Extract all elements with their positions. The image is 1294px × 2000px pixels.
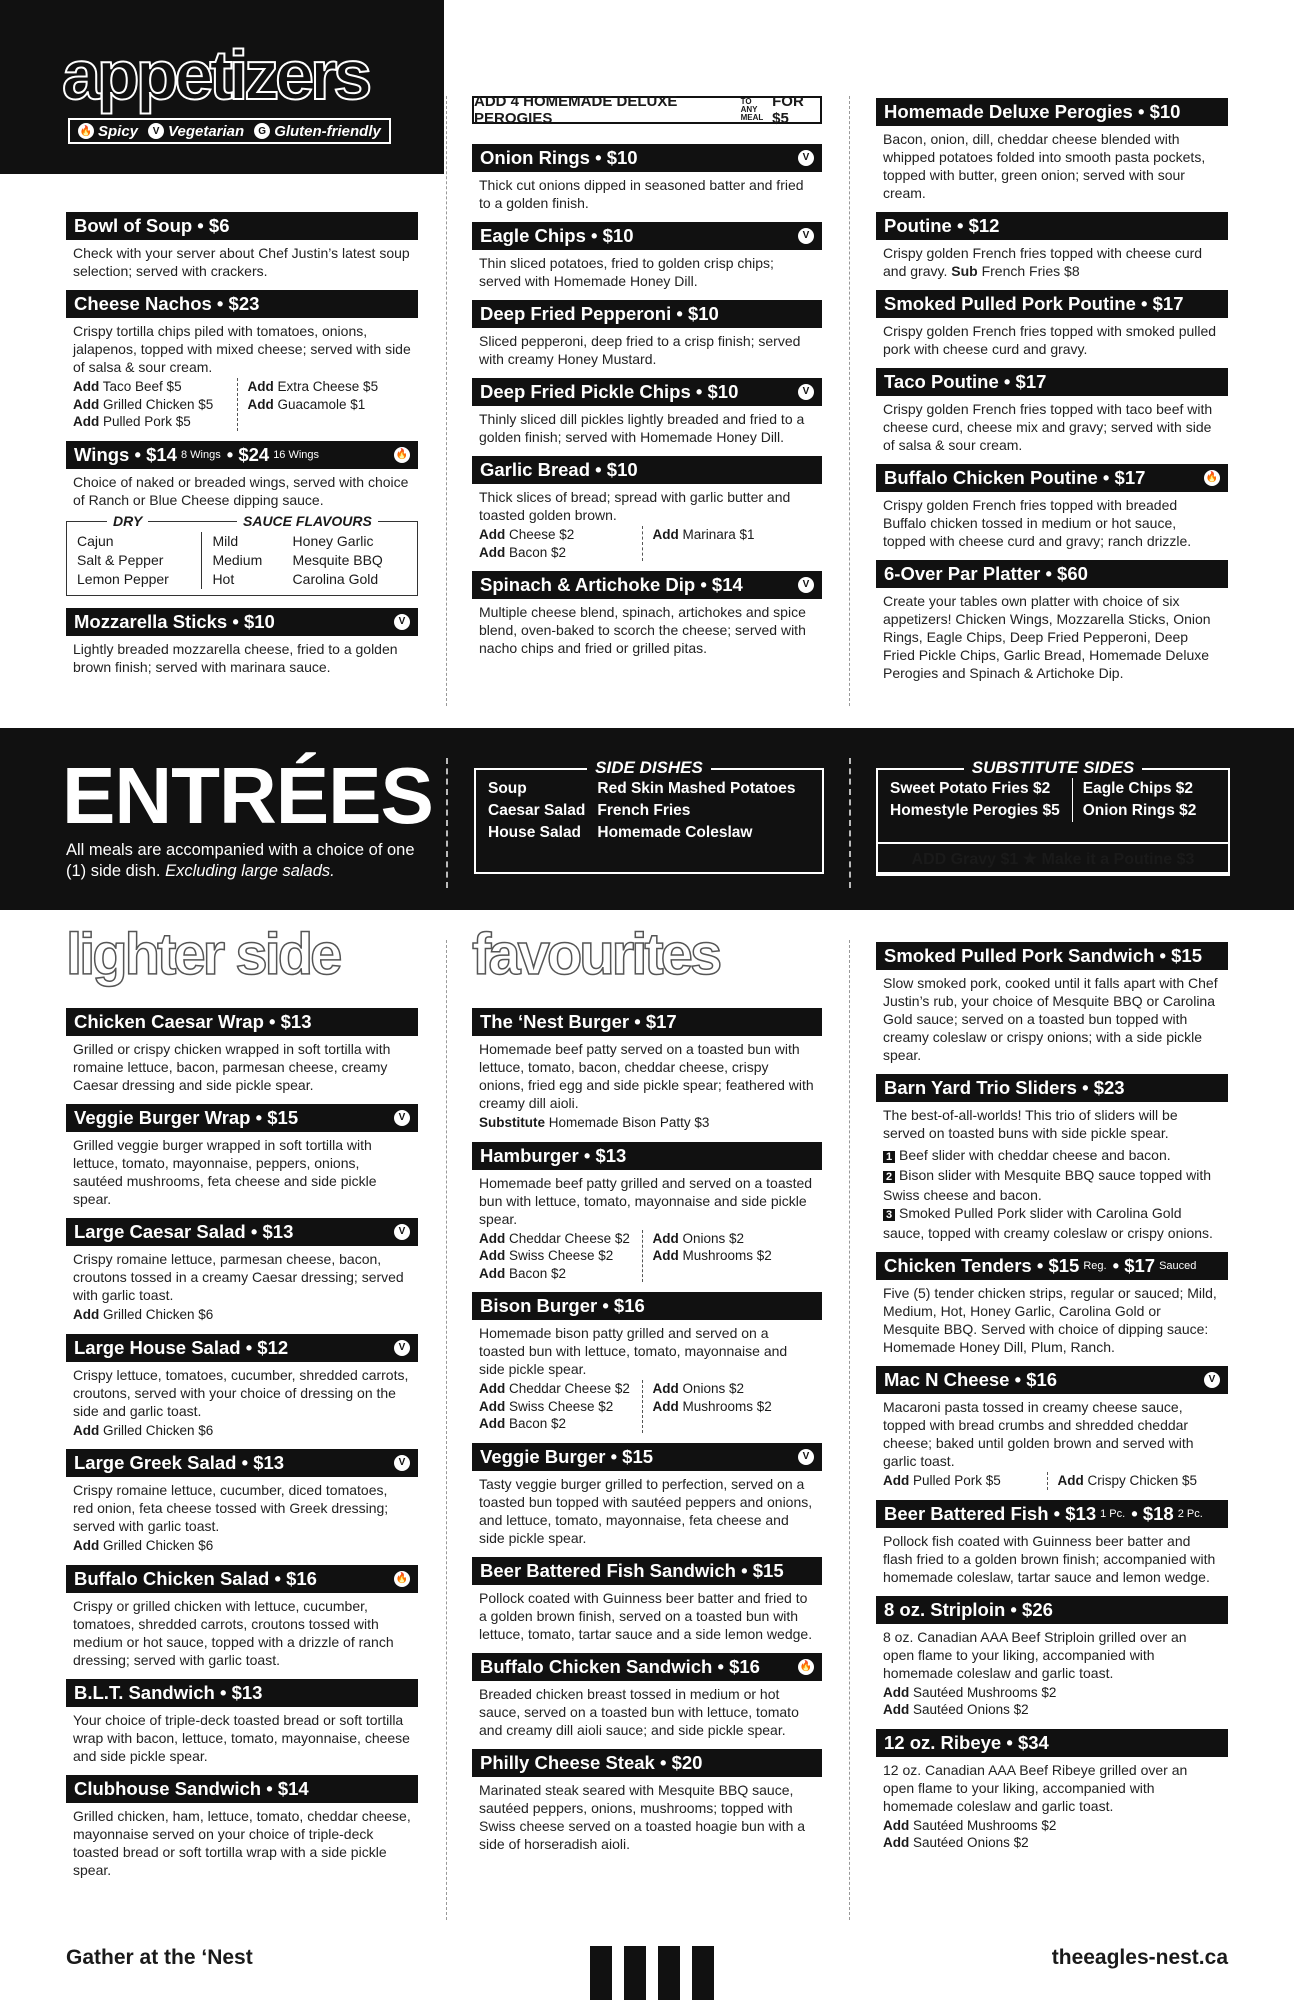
menu-item-house-salad: Large House Salad • $12 V Crispy lettuce, tomatoes, cucumber, shredded carrots, croutons, served with your choice of dressing on the side and garlic toast. Add Grilled Chicken $6 (66, 1334, 418, 1440)
item-description: Grilled chicken, ham, lettuce, tomato, cheddar cheese, mayonnaise served on your choice of triple-deck toasted bread or soft tortilla wrap with a side pickle spear. (73, 1807, 411, 1878)
menu-item-bison-burger (472, 1292, 822, 1433)
item-title: Homemade Deluxe Perogies • $10 (876, 98, 1228, 126)
item-title: Bison Burger • $16 (472, 1292, 822, 1320)
item-description: Thick slices of bread; spread with garlic butter and toasted golden brown. (479, 489, 791, 523)
item-title: Deep Fried Pickle Chips • $10 V (472, 378, 822, 406)
item-description: Sliced pepperoni, deep fried to a crisp finish; served with creamy Honey Mustard. (479, 333, 801, 367)
add-ons: Add Cheddar Cheese $2 Add Swiss Cheese $2 Add Bacon $2 Add Onions $2 Add Mushrooms $2 (472, 1378, 822, 1433)
menu-item-poutine (876, 212, 1228, 280)
menu-item-mac-n-cheese (876, 1366, 1228, 1490)
item-description: Thinly sliced dill pickles lightly breaded and fried to a golden finish; served with Homemade Honey Dill. (479, 411, 805, 445)
item-description: Crispy romaine lettuce, cucumber, diced tomatoes, red onion, feta cheese tossed with Greek dressing; served with garlic toast. (73, 1482, 389, 1534)
item-description: Crispy golden French fries topped with cheese curd and gravy. Sub French Fries $8 (883, 245, 1203, 279)
item-title: Buffalo Chicken Poutine • $17 🔥 (876, 464, 1228, 492)
sauce-heading: SAUCE FLAVOURS (237, 512, 378, 531)
item-title: Buffalo Chicken Sandwich • $16 🔥 (472, 1653, 822, 1681)
vegetarian-icon: V (394, 1110, 410, 1126)
column-divider (849, 940, 850, 1920)
item-description: Crispy lettuce, tomatoes, cucumber, shredded carrots, croutons, served with your choice of dressing on the side and garlic toast. (73, 1366, 409, 1419)
column-divider (446, 940, 447, 1920)
item-title: Smoked Pulled Pork Poutine • $17 (876, 290, 1228, 318)
item-title: Taco Poutine • $17 (876, 368, 1228, 396)
add-ons: Add Cheese $2 Add Bacon $2 Add Marinara $1 (472, 524, 822, 561)
flame-icon: 🔥 (394, 447, 410, 463)
gluten-friendly-icon: G (254, 123, 270, 139)
item-description: Grilled or crispy chicken wrapped in soft tortilla with romaine lettuce, bacon, parmesan cheese, creamy Caesar dressing and side pickle spear. (73, 1041, 391, 1093)
item-description: Five (5) tender chicken strips, regular or sauced; Mild, Medium, Hot, Honey Garlic, Carolina Gold or Mesquite BBQ. Served with choice of dipping sauce: Homemade Honey Dill, Plum, Ranch. (883, 1285, 1217, 1355)
menu-item-platter (876, 560, 1228, 682)
menu-item-buffalo-salad (66, 1565, 418, 1669)
menu-item-taco-poutine (876, 368, 1228, 454)
item-description: Breaded chicken breast tossed in medium or hot sauce, served on a toasted bun with lettuce, tomato and creamy dill aioli sauce; and side pickle spear. (479, 1685, 799, 1738)
item-title: Chicken Caesar Wrap • $13 (66, 1008, 418, 1036)
menu-item-buffalo-poutine (876, 464, 1228, 550)
item-description: 8 oz. Canadian AAA Beef Striploin grilled over an open flame to your liking, accompanied with homemade coleslaw and garlic toast. (883, 1628, 1187, 1681)
menu-item-caesar-wrap (66, 1008, 418, 1094)
vegetarian-icon: V (798, 384, 814, 400)
menu-item-buffalo-sandwich (472, 1653, 822, 1739)
item-description: Create your tables own platter with choice of six appetizers! Chicken Wings, Mozzarella Sticks, Onion Rings, Eagle Chips, Deep Fried Pepperoni, Deep Fried Pickle Chips, Garlic Bread, Homemade Deluxe Perogies and Spinach & Artichoke Dip. (883, 593, 1211, 681)
item-title: 12 oz. Ribeye • $34 (876, 1729, 1228, 1757)
item-description: Crispy golden French fries topped with breaded Buffalo chicken tossed in medium or hot sauce, topped with cheese curd and gravy; ranch drizzle. (883, 497, 1192, 549)
perogie-add-banner: ADD 4 HOMEMADE DELUXE PEROGIES TO ANY MEAL FOR $5 (472, 96, 822, 124)
item-title: The ‘Nest Burger • $17 (472, 1008, 822, 1036)
menu-item-wings (66, 441, 418, 596)
flame-icon: 🔥 (78, 123, 94, 139)
item-description: Slow smoked pork, cooked until it falls apart with Chef Justin’s rub, your choice of Mesquite BBQ or Carolina Gold sauce; served on a toasted bun topped with creamy coleslaw or crispy onions; with a side pickle spear. (883, 975, 1218, 1063)
item-title: Mozzarella Sticks • $10 V (66, 608, 418, 636)
appetizers-column-1 (66, 212, 418, 686)
entrees-title: ENTRÉES (62, 751, 433, 840)
item-description: Pollock fish coated with Guinness beer batter and flash fried to a golden brown finish; accompanied with homemade coleslaw, tartar sauce and lemon wedge. (883, 1532, 1216, 1585)
item-title: Smoked Pulled Pork Sandwich • $15 (876, 942, 1228, 970)
item-title: Eagle Chips • $10 V (472, 222, 822, 250)
substitute-sides-heading: SUBSTITUTE SIDES (964, 758, 1142, 777)
item-description: Crispy golden French fries topped with taco beef with cheese curd, cheese mix and gravy; served with side of salsa & sour cream. (883, 401, 1213, 453)
wing-flavours: DRY SAUCE FLAVOURS Cajun Salt & Pepper Lemon Pepper Mild Medium Hot Honey Garlic Mesquite BBQ Carolina Gold (66, 521, 418, 596)
menu-item-hamburger (472, 1142, 822, 1283)
entrees-note: All meals are accompanied with a choice of one (1) side dish. Excluding large salads. (66, 841, 415, 880)
appetizers-column-2 (472, 93, 822, 667)
add-ons: Add Cheddar Cheese $2 Add Swiss Cheese $2 Add Bacon $2 Add Onions $2 Add Mushrooms $2 (472, 1228, 822, 1283)
footer-logo-bars (590, 1946, 714, 2000)
flame-icon: 🔥 (798, 1659, 814, 1675)
substitute-sides-box: SUBSTITUTE SIDES Sweet Potato Fries $2 Homestyle Perogies $5 Eagle Chips $2 Onion Rings $2 (876, 768, 1230, 874)
entrees-banner (0, 728, 1294, 910)
item-title: Beer Battered Fish Sandwich • $15 (472, 1557, 822, 1585)
item-title: Bowl of Soup • $6 (66, 212, 418, 240)
legend-vegetarian: V Vegetarian (148, 123, 244, 140)
item-title: Garlic Bread • $10 (472, 456, 822, 484)
vegetarian-icon: V (148, 123, 164, 139)
item-title: Wings • $14 8 Wings • $24 16 Wings 🔥 (66, 441, 418, 469)
item-description: Grilled veggie burger wrapped in soft tortilla with lettuce, tomato, mayonnaise, peppers, onions, sautéed mushrooms, feta cheese and side pickle spear. (73, 1137, 377, 1207)
item-description: Thick cut onions dipped in seasoned batter and fried to a golden finish. (479, 177, 804, 211)
lighter-side-column (66, 1008, 418, 1889)
side-dishes-heading: SIDE DISHES (587, 758, 711, 777)
item-title: Large Caesar Salad • $13 V (66, 1218, 418, 1246)
item-title: 8 oz. Striploin • $26 (876, 1596, 1228, 1624)
menu-item-sliders: Barn Yard Trio Sliders • $23 The best-of-all-worlds! This trio of sliders will be served on toasted buns with side pickle spear. 1 Beef slider with cheddar cheese and bacon. 2 Bison slider with Mesquite BBQ sauce topped with Swiss cheese and bacon. 3 Smoked Pulled Pork slider with Carolina Gold sauce, topped with creamy coleslaw or crispy onions. (876, 1074, 1228, 1242)
menu-item-clubhouse (66, 1775, 418, 1879)
item-title: Buffalo Chicken Salad • $16 🔥 (66, 1565, 418, 1593)
item-description: Marinated steak seared with Mesquite BBQ sauce, sautéed peppers, onions, mushrooms; topped with Swiss cheese served on a toasted hoagie bun with a side of horseradish aioli. (479, 1781, 806, 1852)
item-description: Lightly breaded mozzarella cheese, fried to a golden brown finish; served with marinara sauce. (73, 640, 398, 675)
vegetarian-icon: V (1204, 1372, 1220, 1388)
column-divider (446, 96, 447, 706)
lighter-side-title: lighter side (66, 922, 340, 987)
vegetarian-icon: V (798, 150, 814, 166)
vegetarian-icon: V (394, 1340, 410, 1356)
favourites-title: favourites (472, 922, 720, 987)
menu-item-ribeye: 12 oz. Ribeye • $34 12 oz. Canadian AAA Beef Ribeye grilled over an open flame to your liking, accompanied with homemade coleslaw and garlic toast. Add Sautéed Mushrooms $2 Add Sautéed Onions $2 (876, 1729, 1228, 1852)
item-title: Philly Cheese Steak • $20 (472, 1749, 822, 1777)
menu-item-philly (472, 1749, 822, 1853)
item-title: Mac N Cheese • $16 V (876, 1366, 1228, 1394)
item-description: Crispy or grilled chicken with lettuce, cucumber, tomatoes, shredded carrots, croutons tossed with medium or hot sauce, topped with a drizzle of ranch dressing; served with garlic toast. (73, 1597, 394, 1668)
menu-item-veggie-wrap (66, 1104, 418, 1208)
item-title: Large House Salad • $12 V (66, 1334, 418, 1362)
item-description: Tasty veggie burger grilled to perfection, served on a toasted bun topped with sautéed peppers and onions, and lettuce, tomato, mayonnaise, feta cheese and side pickle spear. (479, 1475, 813, 1546)
menu-item-striploin: 8 oz. Striploin • $26 8 oz. Canadian AAA Beef Striploin grilled over an open flame to your liking, accompanied with homemade coleslaw and garlic toast. Add Sautéed Mushrooms $2 Add Sautéed Onions $2 (876, 1596, 1228, 1719)
item-description: Thin sliced potatoes, fried to golden crisp chips; served with Homemade Honey Dill. (479, 255, 774, 289)
item-description: Pollock coated with Guinness beer batter and fried to a golden brown finish, served on a toasted bun with lettuce, tomato, tartar sauce and a side lemon wedge. (479, 1589, 813, 1642)
column-divider (849, 96, 850, 706)
menu-item-onion-rings (472, 144, 822, 212)
vegetarian-icon: V (798, 1449, 814, 1465)
item-description: Crispy tortilla chips piled with tomatoes, onions, jalapenos, topped with mixed cheese; served with side of salsa & sour cream. (73, 323, 411, 375)
menu-item-pickle-chips (472, 378, 822, 446)
vegetarian-icon: V (394, 1455, 410, 1471)
page-title: appetizers (62, 36, 369, 114)
flame-icon: 🔥 (394, 1571, 410, 1587)
menu-item-blt (66, 1679, 418, 1765)
item-description: Homemade beef patty grilled and served on a toasted bun with lettuce, tomato, mayonnaise and side pickle spear. (479, 1174, 813, 1227)
item-title: Beer Battered Fish • $13 1 Pc. • $18 2 Pc. (876, 1500, 1228, 1528)
item-title: Barn Yard Trio Sliders • $23 (876, 1074, 1228, 1102)
item-description: Homemade bison patty grilled and served on a toasted bun with lettuce, tomato, mayonnaise and side pickle spear. (479, 1325, 788, 1377)
menu-item-nachos (66, 290, 418, 431)
menu-item-veggie-burger (472, 1443, 822, 1547)
item-title: Spinach & Artichoke Dip • $14 V (472, 571, 822, 599)
item-title: Clubhouse Sandwich • $14 (66, 1775, 418, 1803)
menu-item-spinach-dip (472, 571, 822, 657)
menu-item-nest-burger: The ‘Nest Burger • $17 Homemade beef patty served on a toasted bun with lettuce, tomato, bacon, cheddar cheese, crispy onions, fried egg and side pickle spear; feathered with creamy dill aioli. Substitute Homemade Bison Patty $3 (472, 1008, 822, 1132)
item-title: B.L.T. Sandwich • $13 (66, 1679, 418, 1707)
flame-icon: 🔥 (1204, 470, 1220, 486)
menu-item-pork-sandwich (876, 942, 1228, 1064)
menu-item-beer-battered-fish (876, 1500, 1228, 1586)
vegetarian-icon: V (394, 1224, 410, 1240)
item-title: Chicken Tenders • $15 Reg. • $17 Sauced (876, 1252, 1228, 1280)
item-description: The best-of-all-worlds! This trio of sliders will be served on toasted buns with side pickle spear. (883, 1107, 1178, 1141)
item-title: Veggie Burger • $15 V (472, 1443, 822, 1471)
menu-item-fish-sandwich (472, 1557, 822, 1643)
mains-column (876, 942, 1228, 1862)
vegetarian-icon: V (798, 577, 814, 593)
side-dishes-box: SIDE DISHES Soup Caesar Salad House Salad Red Skin Mashed Potatoes French Fries Homemade Coleslaw (474, 768, 824, 874)
dietary-legend (68, 118, 391, 144)
legend-gluten: G Gluten-friendly (254, 123, 381, 140)
footer-website: theeagles-nest.ca (1051, 1946, 1228, 1969)
item-description: Check with your server about Chef Justin’s latest soup selection; served with crackers. (73, 245, 410, 279)
item-description: Homemade beef patty served on a toasted bun with lettuce, tomato, bacon, cheddar cheese, crispy onions, fried egg and side pickle spear; feathered with creamy dill aioli. (479, 1041, 814, 1111)
menu-item-eagle-chips (472, 222, 822, 290)
menu-item-greek-salad: Large Greek Salad • $13 V Crispy romaine lettuce, cucumber, diced tomatoes, red onion, feta cheese tossed with Greek dressing; served with garlic toast. Add Grilled Chicken $6 (66, 1449, 418, 1555)
menu-item-perogies (876, 98, 1228, 202)
add-ons: Add Pulled Pork $5 Add Crispy Chicken $5 (876, 1470, 1228, 1490)
favourites-column (472, 1008, 822, 1863)
add-ons: Add Taco Beef $5 Add Grilled Chicken $5 Add Pulled Pork $5 Add Extra Cheese $5 Add Guacamole $1 (66, 376, 418, 431)
item-title: 6-Over Par Platter • $60 (876, 560, 1228, 588)
menu-item-garlic-bread (472, 456, 822, 561)
item-title: Deep Fried Pepperoni • $10 (472, 300, 822, 328)
item-description: Crispy golden French fries topped with smoked pulled pork with cheese curd and gravy. (883, 323, 1217, 357)
item-title: Veggie Burger Wrap • $15 V (66, 1104, 418, 1132)
item-description: Your choice of triple-deck toasted bread or soft tortilla wrap with bacon, lettuce, tomato, mayonnaise, cheese and side pickle spear. (73, 1711, 410, 1764)
item-title: Large Greek Salad • $13 V (66, 1449, 418, 1477)
dry-heading: DRY (107, 512, 148, 531)
item-title: Hamburger • $13 (472, 1142, 822, 1170)
item-title: Poutine • $12 (876, 212, 1228, 240)
item-description: Bacon, onion, dill, cheddar cheese blended with whipped potatoes folded into smooth pasta pockets, topped with butter, green onion; served with sour cream. (883, 131, 1206, 201)
gravy-poutine-addon: ADD Gravy $1 ★ Make it a Poutine $3 (876, 842, 1230, 876)
item-description: Crispy romaine lettuce, parmesan cheese, bacon, croutons tossed in a creamy Caesar dressing; served with garlic toast. (73, 1251, 404, 1303)
footer-tagline: Gather at the ‘Nest (66, 1946, 253, 1969)
vegetarian-icon: V (798, 228, 814, 244)
legend-spicy: 🔥 Spicy (79, 122, 139, 140)
item-title: Cheese Nachos • $23 (66, 290, 418, 318)
appetizers-header (0, 0, 444, 174)
menu-item-chicken-tenders (876, 1252, 1228, 1356)
item-description: Multiple cheese blend, spinach, artichokes and spice blend, oven-baked to scorch the cheese; served with nacho chips and fried or grilled pitas. (479, 604, 806, 656)
item-title: Onion Rings • $10 V (472, 144, 822, 172)
menu-item-soup (66, 212, 418, 280)
menu-item-caesar-salad: Large Caesar Salad • $13 V Crispy romaine lettuce, parmesan cheese, bacon, croutons tossed in a creamy Caesar dressing; served with garlic toast. Add Grilled Chicken $6 (66, 1218, 418, 1324)
item-description: Choice of naked or breaded wings, served with choice of Ranch or Blue Cheese dipping sauce. (73, 473, 409, 508)
menu-item-pork-poutine (876, 290, 1228, 358)
item-description: 12 oz. Canadian AAA Beef Ribeye grilled over an open flame to your liking, accompanied with homemade coleslaw and garlic toast. (883, 1761, 1188, 1814)
menu-item-pepperoni (472, 300, 822, 368)
menu-item-mozzarella (66, 608, 418, 676)
appetizers-column-3 (876, 98, 1228, 692)
vegetarian-icon: V (394, 614, 410, 630)
item-description: Macaroni pasta tossed in creamy cheese sauce, topped with bread crumbs and shredded cheddar cheese; baked until golden brown and served with garlic toast. (883, 1399, 1194, 1469)
